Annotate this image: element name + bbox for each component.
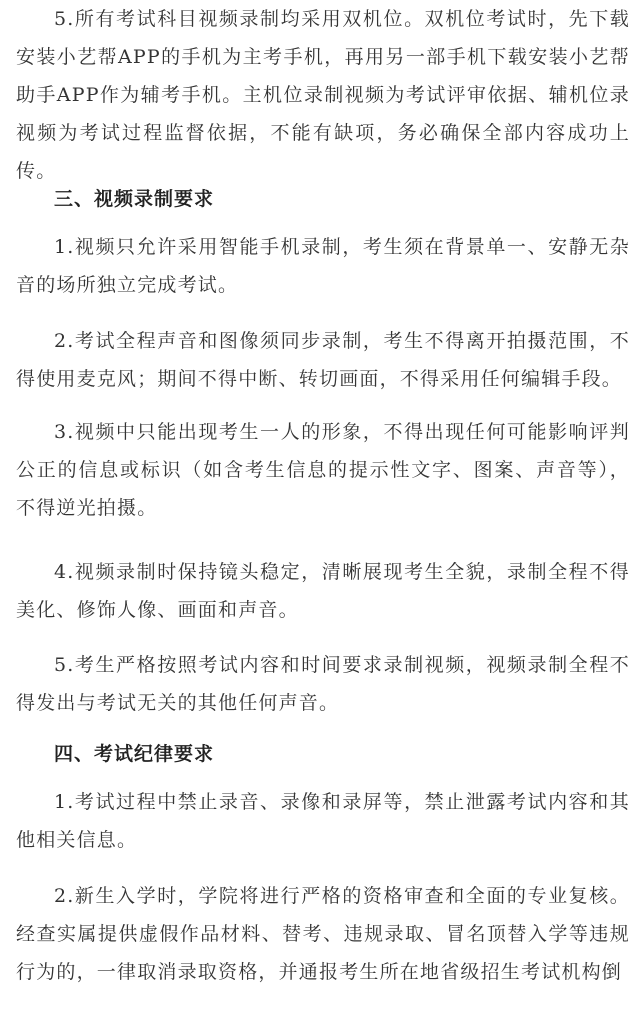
paragraph-discipline-rule-2: 2.新生入学时，学院将进行严格的资格审查和全面的专业复核。经查实属提供虚假作品材料、替考、违规录取、冒名顶替入学等违规行为的，一律取消录取资格，并通报考生所在地省级招生考试机构倒 [16, 885, 630, 983]
section-heading-video-recording: 三、视频录制要求 [54, 188, 215, 210]
paragraph-recording-rule-4: 4.视频录制时保持镜头稳定，清晰展现考生全貌，录制全程不得美化、修饰人像、画面和声音。 [16, 561, 630, 621]
paragraph-recording-rule-1: 1.视频只允许采用智能手机录制，考生须在背景单一、安静无杂音的场所独立完成考试。 [16, 236, 630, 296]
paragraph-recording-rule-5: 5.考生严格按照考试内容和时间要求录制视频，视频录制全程不得发出与考试无关的其他任何声音。 [16, 654, 630, 714]
paragraph-dual-camera-requirement: 5.所有考试科目视频录制均采用双机位。双机位考试时，先下载安装小艺帮APP的手机为主考手机，再用另一部手机下载安装小艺帮助手APP作为辅考手机。主机位录制视频为考试评审依据、辅机位录视频为考试过程监督依据，不能有缺项，务必确保全部内容成功上传。 [16, 8, 630, 182]
paragraph-discipline-rule-1: 1.考试过程中禁止录音、录像和录屏等，禁止泄露考试内容和其他相关信息。 [16, 791, 630, 851]
section-heading-exam-discipline: 四、考试纪律要求 [54, 743, 215, 765]
paragraph-recording-rule-3: 3.视频中只能出现考生一人的形象，不得出现任何可能影响评判公正的信息或标识（如含考生信息的提示性文字、图案、声音等），不得逆光拍摄。 [16, 421, 630, 519]
paragraph-recording-rule-2: 2.考试全程声音和图像须同步录制，考生不得离开拍摄范围，不得使用麦克风；期间不得中断、转切画面，不得采用任何编辑手段。 [16, 330, 630, 390]
